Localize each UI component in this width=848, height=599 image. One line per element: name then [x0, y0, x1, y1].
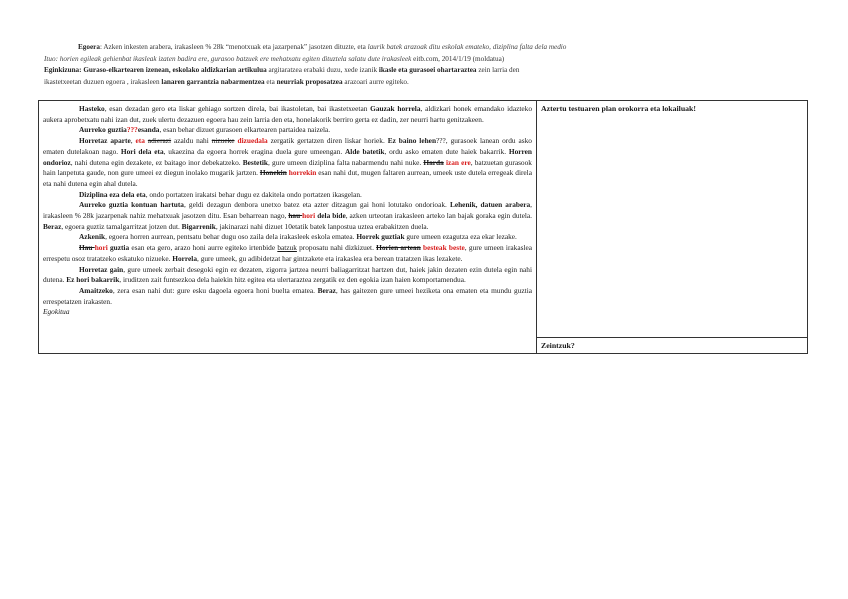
- eginkizuna-label: Eginkizuna: [44, 66, 80, 75]
- table-row: [39, 101, 808, 338]
- paragraph-2: Aurreko guztia???esanda, esan behar dizuet gurasoen elkartearen partaidea naizela.: [79, 125, 331, 135]
- header-line2: Ituo: horien egileak gehienbat ikasleak izaten badira ere, gurasoo batzuek ere mehatxatu egiten dituztela salatu dute irakasleek eitb.com, 2014/1/19 (moldatua): [44, 54, 505, 63]
- paragraph-9: Amaitzeko, zera esan nahi dut: gure esku dagoela egoera honi buelta ematea. Beraz, has gaitezen gure umeei heziketa ona ematen eta mundu guztia errespetatzen irakasten.: [43, 285, 532, 306]
- paragraph-1: Hasteko, esan dezadan gero eta liskar gehiago sortzen direla, bai ikastoletan, bai ikastetxeetan Gauzak horrela, aldizkari honek emandako idazteko aukera aprobetxatu nahi izan dut, zuek ulertu dezazuen egoera hau zein larria den eta, honelakorik berriro gerta ez dadin, zer neurri hartu genitzakeen.: [43, 104, 532, 124]
- header-egoera: Egoera: Azken inkesten arabera, irakasleen % 28k “menotxuak eta jazarpenak” jasotzen dituzte, eta laurik batek arazoak ditu eskolak emateko, diziplina falta dela medio: [78, 43, 567, 51]
- essay-table: [38, 100, 808, 354]
- essay-text-cell: [39, 101, 537, 354]
- note-cell-2: [537, 338, 808, 354]
- note-cell-1: [537, 101, 808, 338]
- note-plan: Aztertu testuaren plan orokorra eta lokailuak!: [541, 104, 696, 113]
- paragraph-8: Horretaz gain, gure umeek zerbait desegoki egin ez dezaten, zigorra jartzea neurri baliagarritzat hartzen dut, haiek jakin dezaten ezin dutela egin nahi dutena. Ez hori bakarrik, iruditzen zait funtsezkoa dela haiekin hitz egitea eta ulertaraztea zergatik ez den egokia izan haien komportamendua.: [43, 264, 533, 285]
- egoera-label: Egoera: [78, 43, 100, 51]
- task-header: [44, 42, 774, 88]
- paragraph-6: Azkenik, egoera horren aurrean, pentsatu behar dugu oso zaila dela irakasleek eskola ematea. Horrek guztiak gure umeen ezagutza eza ekar lezake.: [79, 232, 517, 242]
- adapted-label: Egokitua: [43, 307, 70, 317]
- paragraph-5: Aurreko guztia kontuan hartuta, geldi dezagun denbora unetxo batez eta azter ditzagun gai honi lotutako ondorioak. Lehenik, datuen arabera, irakasleen % 28k jazarpenak nahiz mehatxuak jasotzen ditu. Esan beharrean nago, hau hori dela bide, azken urteotan irakasleen arteko lan bajak goraka egin dutela. Beraz, egoera guztiz tamalgarritzat jotzen dut. Bigarrenik, jakinarazi nahi dizuet 10etatik batek lanpostua uztea erabakitzen duela.: [43, 200, 532, 231]
- header-eginkizuna: Eginkizuna: Guraso-elkartearen izenean, eskolako aldizkarian artikulua argitaratzea erabaki duzu, xede izanik ikasle eta gurasoei ohartaraztea zein larria den: [44, 66, 520, 75]
- header-line4: ikastetxeetan duzuen egoera , irakasleen lanaren garrantzia nabarmentzea eta neurriak proposatzea arazoari aurre egiteko.: [44, 77, 409, 86]
- note-which: Zeintzuk?: [541, 341, 575, 350]
- paragraph-7: Hau hori guztia esan eta gero, arazo honi aurre egiteko irtenbide batzuk proposatu nahi dizkizuet. Horien artean besteak beste, gure umeen irakaslea errespetu osoz tratatzeko eskatuko nizueke. Horrela, gure umeek, gu adibidetzat har gintzakete eta irakaslea era berean tratatzen ikas lezakete.: [43, 243, 532, 263]
- paragraph-4: Diziplina eza dela eta, ondo portatzen irakatsi behar dugu ez dakitela ondo portatzen ikasgelan.: [79, 189, 362, 199]
- paragraph-3: Horretaz aparte, eta adierazi azaldu nahi nizueke dizuedala zergatik gertatzen diren liskar horiek. Ez baino lehen???, gurasoek lanean ordu asko ematen dutelakoan nago. Hori dela eta, ukaezina da egoera horrek eragina duela gure umeengan. Alde batetik, ordu asko ematen dute haiek bakarrik. Horren ondorioz, nahi dutena egin dezakete, ez baitago inor debekatzeko. Bestetik, gure umeen diziplina falta nabarmendu nahi nuke. Harda izan ere, batzuetan gurasook hain lanpetuta gaude, non gure umeei ez diegun inolako mugarik jartzen. Honekin horrekin esan nahi dut, mugen faltaren aurrean, umeek uste dutela erregeak direla eta nahi dutena egin ahal dutela.: [43, 136, 532, 188]
